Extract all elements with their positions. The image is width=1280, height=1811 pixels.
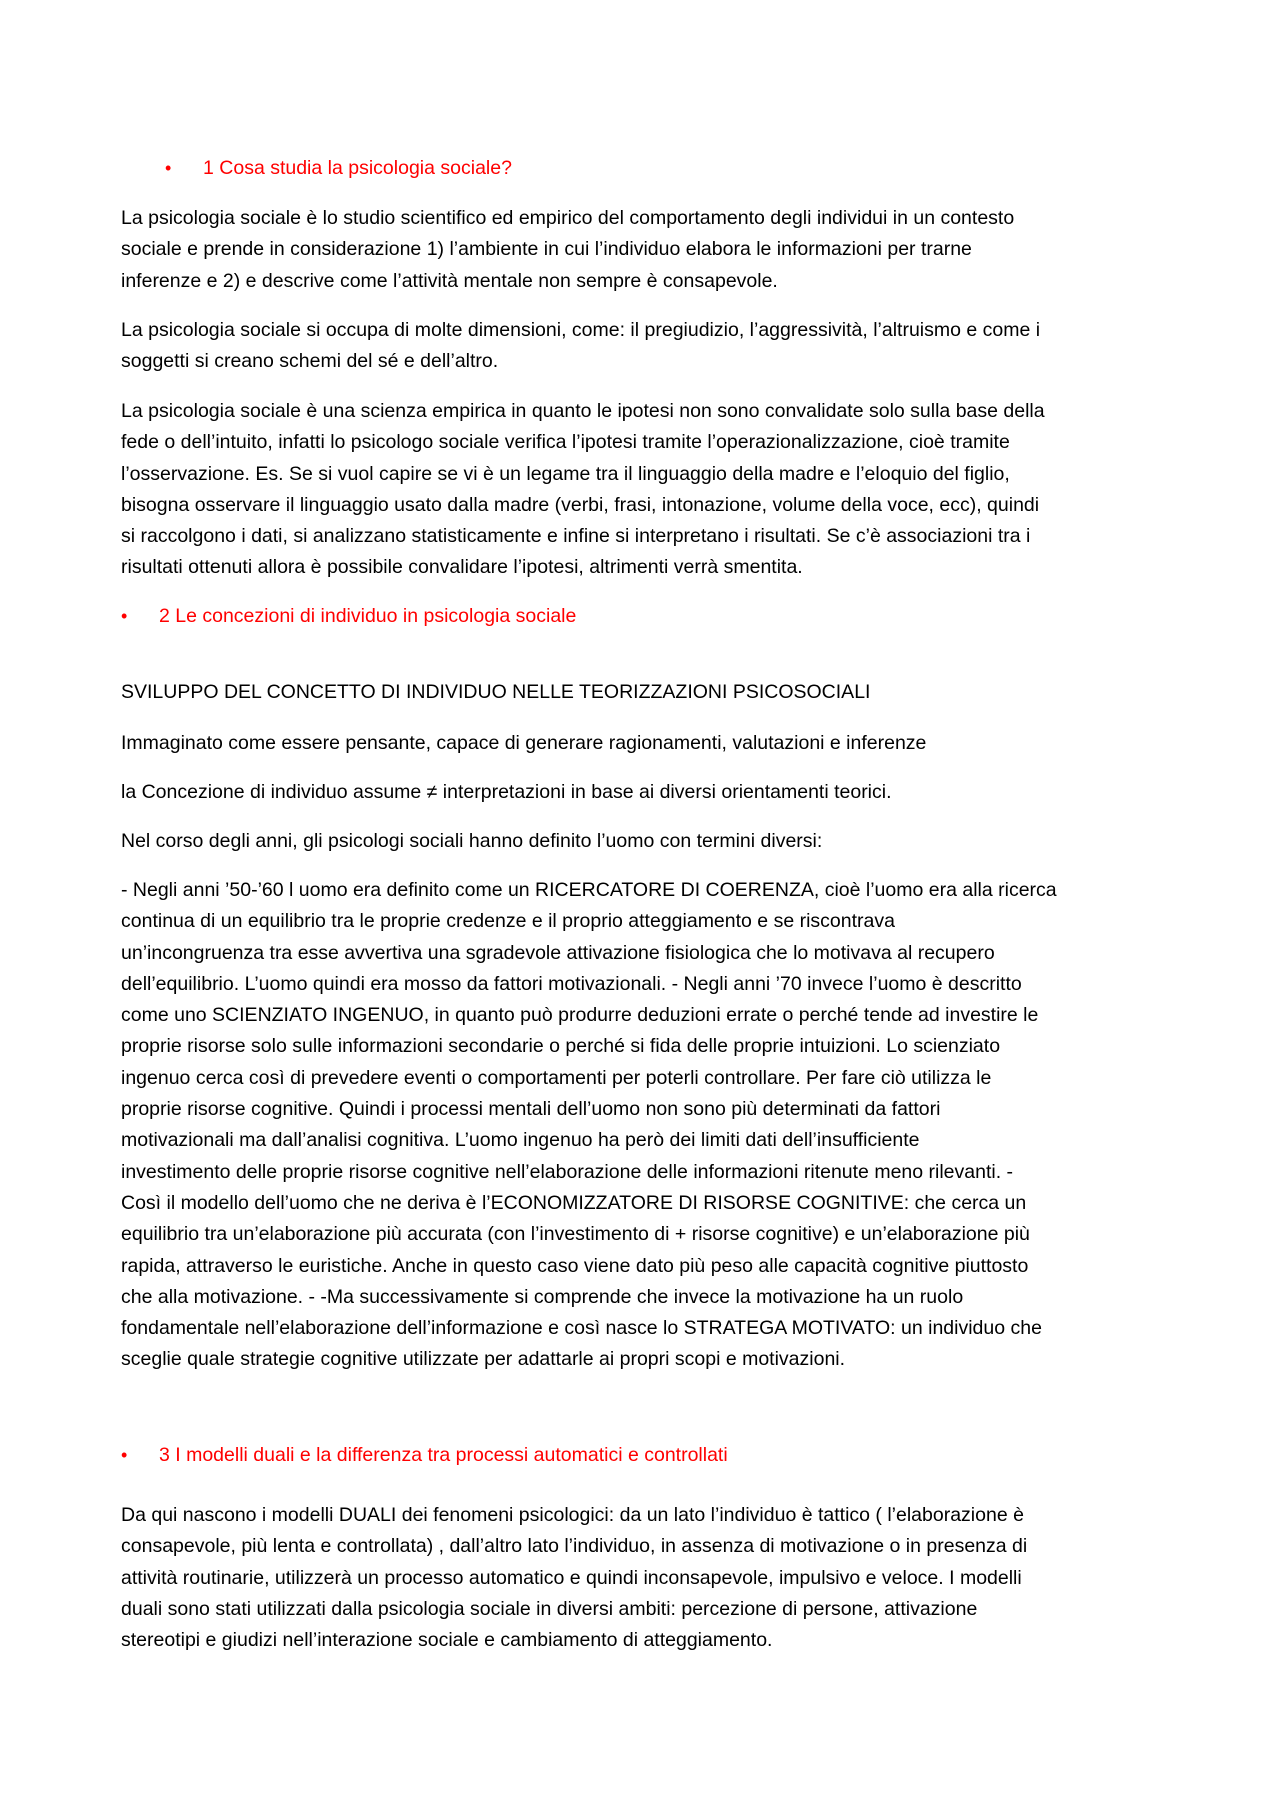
text-line: proprie risorse solo sulle informazioni secondarie o perché si fida delle proprie intuizioni. Lo scienziato [121,1035,1001,1058]
paragraph-7 [121,875,1161,1376]
heading-1 [165,153,512,184]
paragraph-8 [121,1500,1161,1656]
text-line: continua di un equilibrio tra le proprie credenze e il proprio atteggiamento e se riscontrava [121,910,895,933]
text-line: Così il modello dell’uomo che ne deriva è l’ECONOMIZZATORE DI RISORSE COGNITIVE: che cerca un [121,1191,1027,1214]
text-line: rapida, attraverso le euristiche. Anche in questo caso viene dato più peso alle capacità cognitive piuttosto [121,1254,1029,1277]
text-line: dell’equilibrio. L’uomo quindi era mosso da fattori motivazionali. - Negli anni ’70 invece l’uomo è descritto [121,972,1022,995]
document-page [121,0,1161,1811]
bullet-icon: • [121,1445,128,1465]
text-line: fondamentale nell’elaborazione dell’informazione e così nasce lo STRATEGA MOTIVATO: un individuo che [121,1317,1042,1340]
text-line: - Negli anni ’50-’60 l uomo era definito come un RICERCATORE DI COERENZA, cioè l’uomo era alla ricerca [121,879,1057,901]
text-line: come uno SCIENZIATO INGENUO, in quanto può produrre deduzioni errate o perché tende ad investire le [121,1004,1039,1027]
heading-3-text: 3 I modelli duali e la differenza tra processi automatici e controllati [159,1444,728,1466]
bullet-icon: • [165,158,172,178]
text-line: duali sono stati utilizzati dalla psicologia sociale in diversi ambiti: percezione di persone, attivazione [121,1597,978,1620]
text-line: investimento delle proprie risorse cognitive nell’elaborazione delle informazioni ritenute meno rilevanti. - [121,1160,1014,1183]
text-line: consapevole, più lenta e controllata) , dall’altro lato l’individuo, in assenza di motivazione o in presenza di [121,1535,1028,1558]
text-line: l’osservazione. Es. Se si vuol capire se vi è un legame tra il linguaggio della madre e l’eloquio del figlio, [121,462,1010,485]
text-line: inferenze e 2) e descrive come l’attività mentale non sempre è consapevole. [121,269,778,292]
text-line: risultati ottenuti allora è possibile convalidare l’ipotesi, altrimenti verrà smentita. [121,556,803,579]
text-line: stereotipi e giudizi nell’interazione sociale e cambiamento di atteggiamento. [121,1629,773,1652]
text-line: bisogna osservare il linguaggio usato dalla madre (verbi, frasi, intonazione, volume della voce, ecc), quindi [121,493,1040,516]
section-title [121,677,1161,708]
paragraph-2 [121,315,1161,378]
heading-1-text: 1 Cosa studia la psicologia sociale? [203,157,512,179]
bullet-icon: • [121,606,128,626]
heading-2-text: 2 Le concezioni di individuo in psicologia sociale [159,605,577,627]
text-line: Da qui nascono i modelli DUALI dei fenomeni psicologici: da un lato l’individuo è tattico ( l’elaborazione è [121,1504,1024,1526]
heading-3 [121,1440,728,1471]
text-line: la Concezione di individuo assume ≠ interpretazioni in base ai diversi orientamenti teorici. [121,781,892,803]
paragraph-5 [121,777,1161,808]
text-line: proprie risorse cognitive. Quindi i processi mentali dell’uomo non sono più determinati da fattori [121,1098,941,1121]
text-line: La psicologia sociale si occupa di molte dimensioni, come: il pregiudizio, l’aggressività, l’altruismo e come i [121,319,1041,341]
text-line: motivazionali ma dall’analisi cognitiva. L’uomo ingenuo ha però dei limiti dati dell’insufficiente [121,1129,920,1152]
text-line: SVILUPPO DEL CONCETTO DI INDIVIDUO NELLE TEORIZZAZIONI PSICOSOCIALI [121,681,871,703]
text-line: attività routinarie, utilizzerà un processo automatico e quindi inconsapevole, impulsivo e veloce. I modelli [121,1566,1022,1589]
paragraph-1 [121,203,1161,297]
text-line: equilibrio tra un’elaborazione più accurata (con l’investimento di + risorse cognitive) e un’elaborazione più [121,1223,1030,1246]
text-line: Immaginato come essere pensante, capace di generare ragionamenti, valutazioni e inferenze [121,732,927,754]
text-line: che alla motivazione. - -Ma successivamente si comprende che invece la motivazione ha un ruolo [121,1285,964,1308]
paragraph-4 [121,728,1161,759]
text-line: ingenuo cerca così di prevedere eventi o comportamenti per poterli controllare. Per fare ciò utilizza le [121,1066,992,1089]
text-line: fede o dell’intuito, infatti lo psicologo sociale verifica l’ipotesi tramite l’operazionalizzazione, cioè tramite [121,431,1010,454]
paragraph-3 [121,396,1161,584]
text-line: La psicologia sociale è lo studio scientifico ed empirico del comportamento degli individui in un contesto [121,207,1015,229]
text-line: sceglie quale strategie cognitive utilizzate per adattarle ai propri scopi e motivazioni. [121,1348,846,1371]
paragraph-6 [121,826,1161,857]
text-line: si raccolgono i dati, si analizzano statisticamente e infine si interpretano i risultati. Se c’è associazioni tra i [121,525,1031,548]
text-line: La psicologia sociale è una scienza empirica in quanto le ipotesi non sono convalidate solo sulla base della [121,400,1045,422]
text-line: Nel corso degli anni, gli psicologi sociali hanno definito l’uomo con termini diversi: [121,830,823,852]
text-line: un’incongruenza tra esse avvertiva una sgradevole attivazione fisiologica che lo motivava al recupero [121,941,995,964]
text-line: soggetti si creano schemi del sé e dell’altro. [121,350,499,373]
text-line: sociale e prende in considerazione 1) l’ambiente in cui l’individuo elabora le informazioni per trarne [121,238,972,261]
heading-2 [121,601,576,632]
